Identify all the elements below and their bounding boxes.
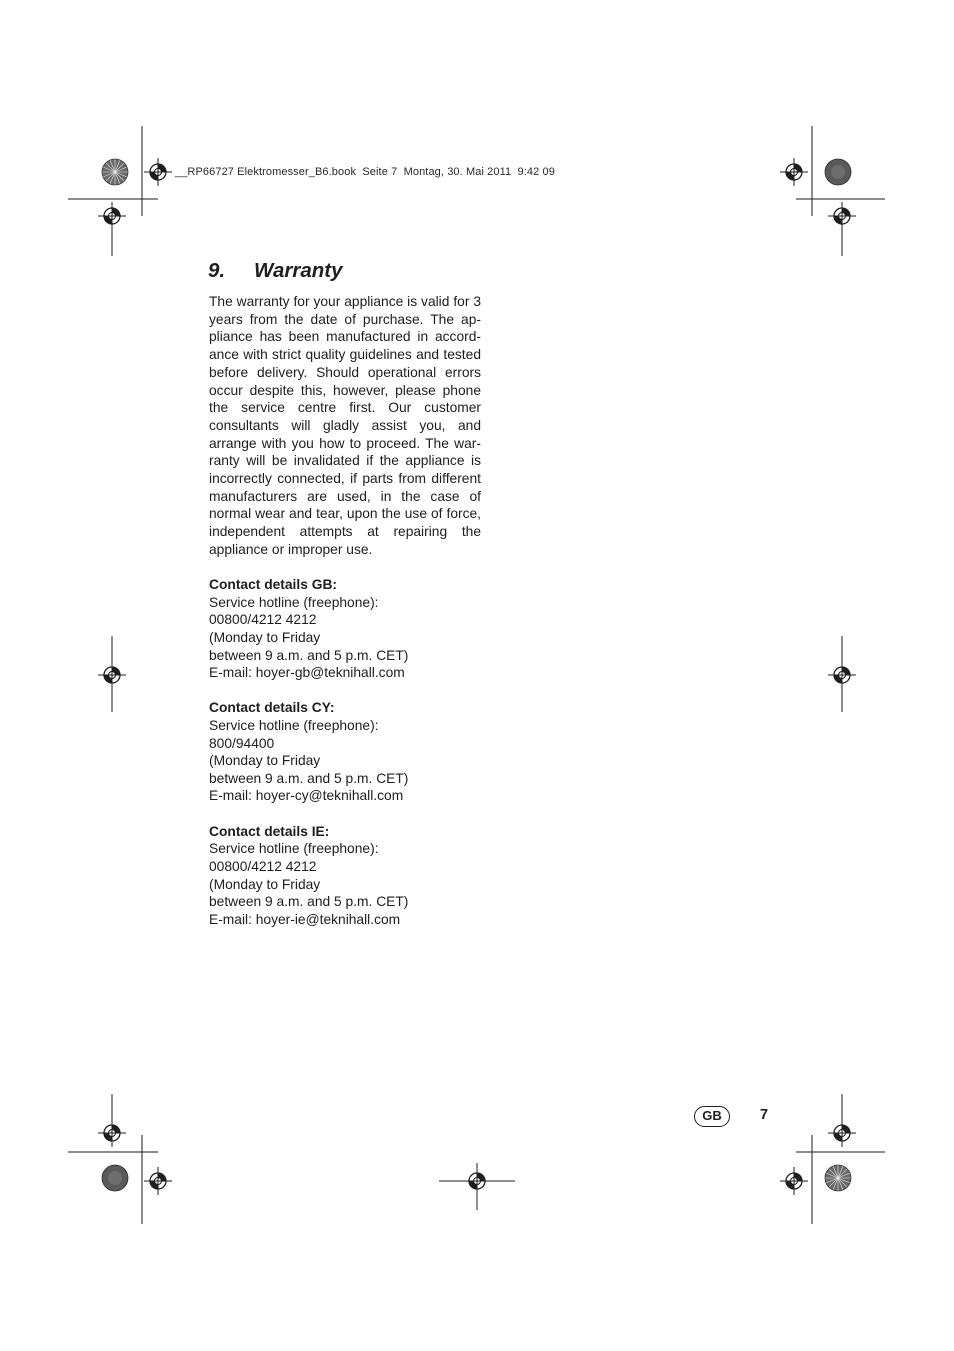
hotline-label: Service hotline (freephone):: [209, 841, 379, 857]
registration-mark-icon: [98, 661, 126, 689]
registration-mark-icon: [144, 158, 172, 186]
language-badge: GB: [694, 1106, 730, 1127]
warranty-paragraph: The warranty for your appliance is valid for 3 years from the date of purchase. The appliance has been manufactured in accordance with strict quality guidelines and tested before delivery. Should operational errors occur despite this, however, please phone the service centre first. Our customer consultants will gladly assist you, and arrange with you how to proceed. The warranty will be invalidated if the appliance is incorrectly connected, if parts from different manufacturers are used, in the case of normal wear and tear, upon the use of force, independent attempts at repairing the appliance or improper use.: [209, 294, 481, 557]
registration-mark-icon: [780, 158, 808, 186]
top-right-crop-marks: [796, 126, 885, 256]
registration-mark-icon: [144, 1167, 172, 1195]
registration-mark-icon: [463, 1167, 491, 1195]
top-left-crop-marks: [68, 126, 158, 256]
service-days: (Monday to Friday: [209, 876, 321, 892]
contact-title: Contact details CY:: [209, 700, 335, 716]
contact-email: E-mail: hoyer-ie@teknihall.com: [209, 911, 401, 927]
color-calibration-wheel-icon: [825, 1165, 851, 1191]
page-number: 7: [760, 1107, 769, 1123]
contact-block-cy: [209, 699, 481, 805]
hotline-number: 800/94400: [209, 735, 275, 751]
service-hours: between 9 a.m. and 5 p.m. CET): [209, 770, 409, 786]
contact-title: Contact details GB:: [209, 577, 338, 593]
service-hours: between 9 a.m. and 5 p.m. CET): [209, 894, 409, 910]
registration-mark-icon: [828, 661, 856, 689]
service-days: (Monday to Friday: [209, 753, 321, 769]
registration-mark-icon: [828, 202, 856, 230]
section-title: Warranty: [254, 259, 343, 282]
contact-email: E-mail: hoyer-gb@teknihall.com: [209, 665, 405, 681]
color-calibration-wheel-icon: [825, 159, 851, 185]
contact-title: Contact details IE:: [209, 823, 330, 839]
registration-mark-icon: [98, 1119, 126, 1147]
file-header: __RP66727 Elektromesser_B6.book Seite 7 Montag, 30. Mai 2011 9:42 09: [175, 166, 555, 178]
page-content: [209, 293, 481, 928]
service-hours: between 9 a.m. and 5 p.m. CET): [209, 647, 409, 663]
color-calibration-wheel-icon: [102, 159, 128, 185]
contact-block-gb: [209, 576, 481, 682]
hotline-number: 00800/4212 4212: [209, 612, 317, 628]
contact-block-ie: [209, 823, 481, 929]
registration-mark-icon: [98, 202, 126, 230]
hotline-number: 00800/4212 4212: [209, 858, 317, 874]
hotline-label: Service hotline (freephone):: [209, 594, 379, 610]
section-heading: [208, 259, 343, 283]
registration-mark-icon: [780, 1167, 808, 1195]
section-number: 9.: [208, 259, 226, 282]
hotline-label: Service hotline (freephone):: [209, 718, 379, 734]
service-days: (Monday to Friday: [209, 630, 321, 646]
color-calibration-wheel-icon: [102, 1165, 128, 1191]
registration-mark-icon: [828, 1119, 856, 1147]
contact-email: E-mail: hoyer-cy@teknihall.com: [209, 788, 404, 804]
